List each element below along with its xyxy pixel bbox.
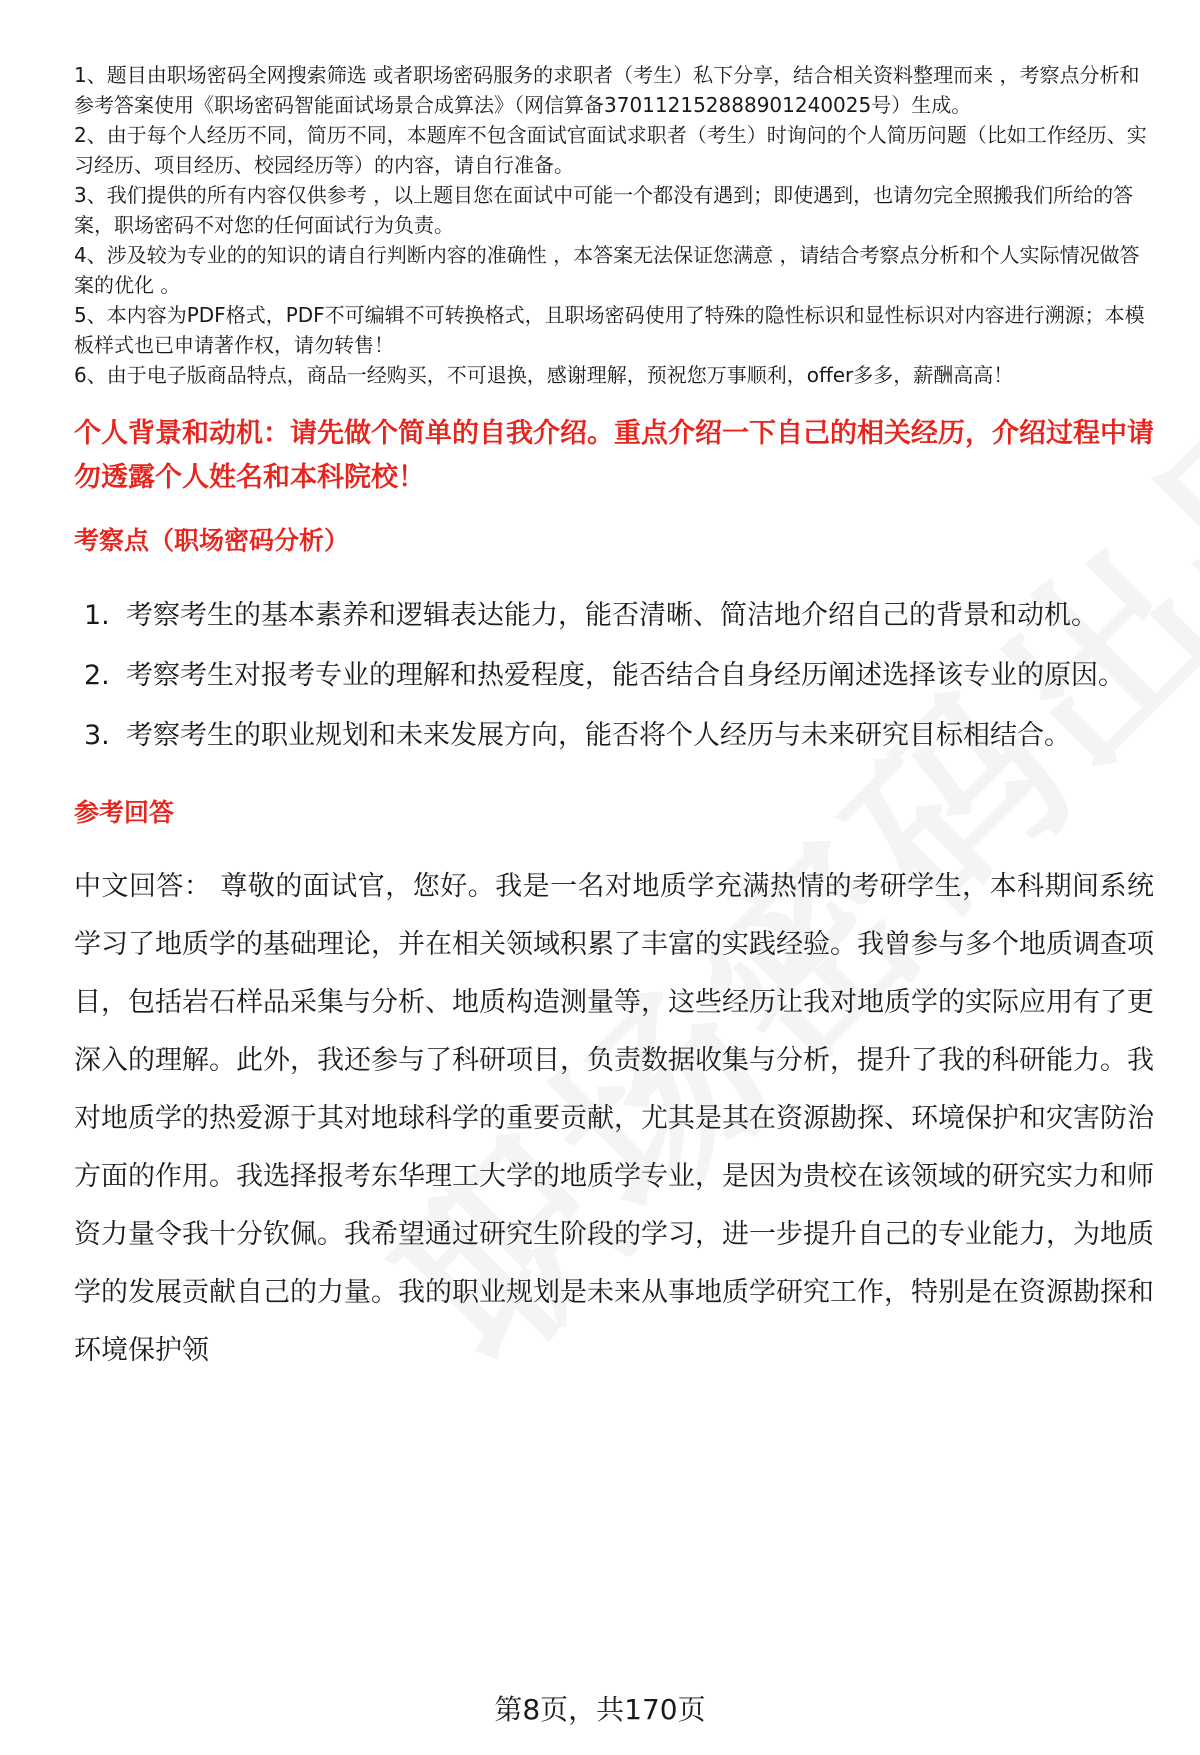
analysis-heading: 考察点（职场密码分析） <box>74 526 350 555</box>
list-item <box>74 706 1154 766</box>
notice-block <box>74 60 1154 390</box>
list-item-text: 考察考生对报考专业的理解和热爱程度，能否结合自身经历阐述选择该专业的原因。 <box>126 660 1125 691</box>
list-item-text: 考察考生的职业规划和未来发展方向，能否将个人经历与未来研究目标相结合。 <box>126 720 1071 751</box>
question-title: 个人背景和动机：请先做个简单的自我介绍。重点介绍一下自己的相关经历，介绍过程中请勿透露个人姓名和本科院校！ <box>74 418 1154 493</box>
list-item-number: 2. <box>84 660 110 691</box>
list-item-number: 1. <box>84 600 110 631</box>
list-item-number: 3. <box>84 720 110 751</box>
notice-item: 1、题目由职场密码全网搜索筛选 或者职场密码服务的求职者（考生）私下分享，结合相关资料整理而来 ，考察点分析和参考答案使用《职场密码智能面试场景合成算法》（网信算备370112152888901240025号）生成。 <box>74 63 1140 117</box>
notice-item: 3、我们提供的所有内容仅供参考 ，以上题目您在面试中可能一个都没有遇到；即使遇到，也请勿完全照搬我们所给的答案，职场密码不对您的任何面试行为负责。 <box>74 183 1134 237</box>
answer-heading: 参考回答 <box>74 798 175 827</box>
notice-item: 6、由于电子版商品特点，商品一经购买，不可退换，感谢理解，预祝您万事顺利，offer多多，薪酬高高！ <box>74 363 1014 387</box>
list-item <box>74 646 1154 706</box>
notice-item: 5、本内容为PDF格式，PDF不可编辑不可转换格式，且职场密码使用了特殊的隐性标识和显性标识对内容进行溯源；本模板样式也已申请著作权，请勿转售！ <box>74 303 1145 357</box>
analysis-points-list <box>74 586 1154 766</box>
list-item <box>74 586 1154 646</box>
notice-item: 2、由于每个人经历不同，简历不同，本题库不包含面试官面试求职者（考生）时询问的个人简历问题（比如工作经历、实习经历、项目经历、校园经历等）的内容，请自行准备。 <box>74 123 1147 177</box>
answer-body: 中文回答： 尊敬的面试官，您好。我是一名对地质学充满热情的考研学生，本科期间系统学习了地质学的基础理论，并在相关领域积累了丰富的实践经验。我曾参与多个地质调查项目，包括岩石样品采集与分析、地质构造测量等，这些经历让我对地质学的实际应用有了更深入的理解。此外，我还参与了科研项目，负责数据收集与分析，提升了我的科研能力。我对地质学的热爱源于其对地球科学的重要贡献，尤其是其在资源勘探、环境保护和灾害防治方面的作用。我选择报考东华理工大学的地质学专业，是因为贵校在该领域的研究实力和师资力量令我十分钦佩。我希望通过研究生阶段的学习，进一步提升自己的专业能力，为地质学的发展贡献自己的力量。我的职业规划是未来从事地质学研究工作，特别是在资源勘探和环境保护领 <box>74 871 1154 1366</box>
page-number: 第8页，共170页 <box>494 1693 706 1726</box>
list-item-text: 考察考生的基本素养和逻辑表达能力，能否清晰、简洁地介绍自己的背景和动机。 <box>126 600 1098 631</box>
document-page <box>74 60 1154 1380</box>
notice-item: 4、涉及较为专业的的知识的请自行判断内容的准确性 ，本答案无法保证您满意 ，请结合考察点分析和个人实际情况做答案的优化 。 <box>74 243 1140 297</box>
